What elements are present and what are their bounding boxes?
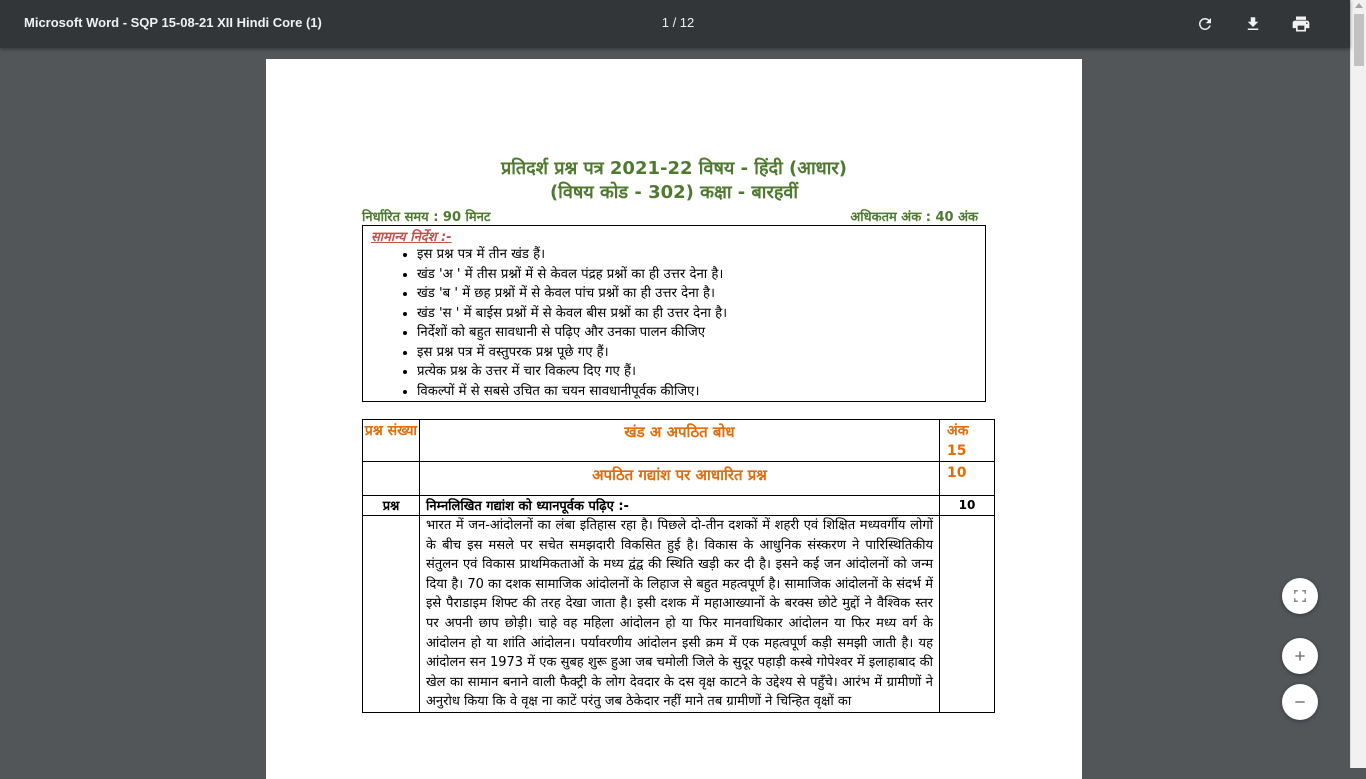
pdf-page: [266, 59, 1082, 779]
fit-page-button[interactable]: [1282, 578, 1318, 614]
heading-line-1: प्रतिदर्श प्रश्न पत्र 2021-22 विषय - हिंदी (आधार): [501, 158, 847, 179]
empty-cell: [940, 516, 995, 713]
marks-header-value: 15: [947, 443, 967, 459]
download-icon[interactable]: [1241, 12, 1265, 36]
instruction-item: • खंड 'स ' में बाईस प्रश्नों में से केवल बीस प्रश्नों का ही उत्तर देना है।: [417, 304, 727, 324]
instruction-item: • खंड 'अ ' में तीस प्रश्नों में से केवल पंद्रह प्रश्नों का ही उत्तर देना है।: [417, 265, 727, 285]
question-table: [362, 419, 995, 713]
question-label: प्रश्न: [363, 496, 420, 516]
page-indicator: 1 / 12: [661, 15, 695, 30]
section-a-header: खंड अ अपठित बोध: [420, 420, 940, 462]
passage-text: भारत में जन-आंदोलनों का लंबा इतिहास रहा है। पिछले दो-तीन दशकों में शहरी एवं शिक्षित मध्यवर्गीय लोगों के बीच इस मसले पर सचेत समझदारी विकसित हुई है। विकास के आधुनिक संस्करण ने पारिस्थितिकीय संतुलन एवं विकास प्राथमिकताओं के मध्य द्वंद्व की स्थिति खड़ी कर दी है। इसने कई जन आंदोलनों को जन्म दिया है। 70 का दशक सामाजिक आंदोलनों के लिहाज से बहुत महत्वपूर्ण है। सामाजिक आंदोलनों के संदर्भ में इसे पैराडाइम शिफ्ट की तरह देखा जाता है। इसी दशक में महाआख्यानों के बरक्स छोटे मुद्दों ने वैश्विक स्तर पर अपनी छाप छोड़ी। चाहे वह महिला आंदोलन हो या फिर मानवाधिकार आंदोलन या फिर मध्य वर्ग के आंदोलन हो या शांति आंदोलन। पर्यावरणीय आंदोलन इसी क्रम में एक महत्वपूर्ण कड़ी समझी जाती है। यह आंदोलन सन 1973 में एक सुबह शुरू हुआ जब चमोली जिले के सुदूर पहाड़ी कस्बे गोपेश्वर में इलाहाबाद की खेल का सामान बनाने वाली फैक्ट्री के लोग देवदार के दस वृक्ष काटने के उद्देश्य से पहुँचे। आरंभ में ग्रामीणों ने अनुरोध किया कि वे वृक्ष ना काटें परंतु जब ठेकेदार नहीं माने तब ग्रामीणों ने चिन्हित वृक्षों का: [420, 516, 940, 713]
zoom-out-button[interactable]: [1282, 684, 1318, 720]
instruction-item: • निर्देशों को बहुत सावधानी से पढ़िए और उनका पालन कीजिए: [417, 323, 727, 343]
passage-row: [363, 516, 995, 713]
print-icon[interactable]: [1289, 12, 1313, 36]
empty-cell: [363, 516, 420, 713]
document-title: Microsoft Word - SQP 15-08-21 XII Hindi Core (1): [24, 15, 322, 30]
question-instruction: निम्नलिखित गद्यांश को ध्यानपूर्वक पढ़िए :-: [420, 496, 940, 516]
vertical-scrollbar[interactable]: [1350, 0, 1366, 768]
subheader-row: [363, 462, 995, 496]
marks-header: [940, 420, 995, 462]
instructions-title: सामान्य निर्देश :-: [371, 230, 452, 245]
scroll-up-arrow-icon[interactable]: [1355, 3, 1363, 8]
zoom-in-icon: [1292, 648, 1308, 664]
table-header-row: [363, 420, 995, 462]
empty-cell: [363, 462, 420, 496]
question-marks: 10: [940, 496, 995, 516]
instruction-item: • खंड 'ब ' में छह प्रश्नों में से केवल पांच प्रश्नों का ही उत्तर देना है।: [417, 284, 727, 304]
instruction-item: • इस प्रश्न पत्र में वस्तुपरक प्रश्न पूछे गए हैं।: [417, 343, 727, 363]
fit-page-icon: [1291, 587, 1309, 605]
instruction-item: • प्रत्येक प्रश्न के उत्तर में चार विकल्प दिए गए हैं।: [417, 362, 727, 382]
rotate-icon[interactable]: [1193, 12, 1217, 36]
marks-header-label: अंक: [947, 423, 969, 439]
scrollbar-thumb[interactable]: [1354, 14, 1364, 66]
instruction-item: • विकल्पों में से सबसे उचित का चयन सावधानीपूर्वक कीजिए।: [417, 382, 727, 402]
instruction-item: • इस प्रश्न पत्र में तीन खंड हैं।: [417, 245, 727, 265]
zoom-in-button[interactable]: [1282, 638, 1318, 674]
viewer-toolbar: [0, 0, 1350, 48]
general-instructions-box: [362, 225, 986, 402]
zoom-out-icon: [1292, 694, 1308, 710]
heading-line-2: (विषय कोड - 302) कक्षा - बारहवीं: [549, 182, 799, 203]
question-row: [363, 496, 995, 516]
subheader-marks: 10: [940, 462, 995, 496]
question-number-header: प्रश्न संख्या: [363, 420, 420, 462]
instructions-list: [395, 245, 727, 401]
max-marks-label: अधिकतम अंक : 40 अंक: [850, 210, 978, 225]
time-label: निर्धारित समय : 90 मिनट: [362, 210, 491, 225]
unseen-passage-subheader: अपठित गद्यांश पर आधारित प्रश्न: [420, 462, 940, 496]
